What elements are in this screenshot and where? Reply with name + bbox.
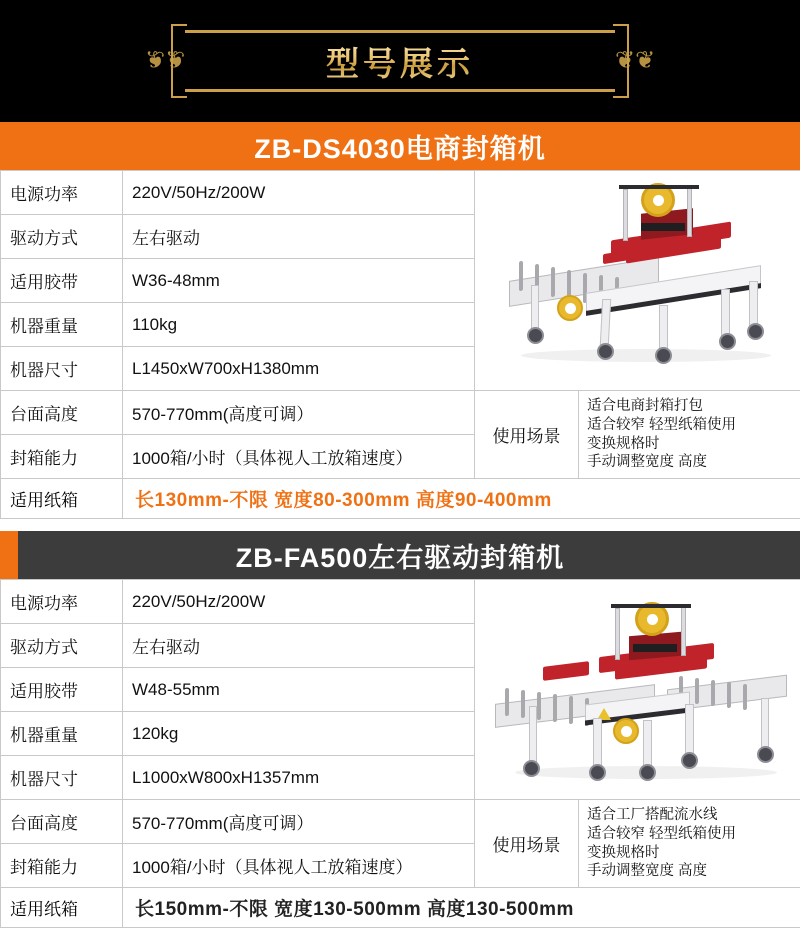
machine-illustration-icon (491, 181, 791, 366)
carton-value: 长150mm-不限 宽度130-500mm 高度130-500mm (123, 888, 800, 928)
spec-label: 封箱能力 (1, 435, 123, 479)
scene-description (579, 391, 800, 479)
spec-label: 驱动方式 (1, 624, 123, 668)
spec-value: 左右驱动 (123, 215, 475, 259)
carton-label: 适用纸箱 (1, 479, 123, 519)
scene-line: 适合电商封箱打包 (587, 398, 703, 415)
section-divider (0, 519, 800, 531)
carton-value: 长130mm-不限 宽度80-300mm 高度90-400mm (123, 479, 800, 519)
section-header-fa500 (0, 531, 800, 579)
spec-value: 570-770mm(高度可调） (123, 391, 475, 435)
carton-label: 适用纸箱 (1, 888, 123, 928)
spec-label: 机器重量 (1, 303, 123, 347)
spec-label: 适用胶带 (1, 259, 123, 303)
scene-line: 适合较窄 轻型纸箱使用 (587, 825, 737, 842)
spec-label: 适用胶带 (1, 668, 123, 712)
spec-value: 110kg (123, 303, 475, 347)
spec-value: L1000xW800xH1357mm (123, 756, 475, 800)
section-title: ZB-DS4030电商封箱机 (254, 133, 546, 164)
accent-bar (0, 531, 18, 579)
scene-line: 变换规格时 (587, 844, 660, 861)
scene-line: 变换规格时 (587, 435, 660, 452)
machine-photo-ds4030 (475, 171, 800, 391)
spec-label: 台面高度 (1, 391, 123, 435)
spec-value: 220V/50Hz/200W (123, 580, 475, 624)
spec-value: 左右驱动 (123, 624, 475, 668)
spec-value: W36-48mm (123, 259, 475, 303)
scene-line: 适合较窄 轻型纸箱使用 (587, 416, 737, 433)
spec-label: 封箱能力 (1, 844, 123, 888)
page-title: 型号展示 (312, 38, 488, 85)
scene-line: 手动调整宽度 高度 (587, 863, 708, 880)
section-header-ds4030 (0, 122, 800, 170)
spec-label: 机器尺寸 (1, 756, 123, 800)
spec-value: 1000箱/小时（具体视人工放箱速度） (123, 435, 475, 479)
ornament-right-icon: ❦❦ (615, 47, 656, 74)
spec-label: 电源功率 (1, 171, 123, 215)
scene-line: 适合工厂搭配流水线 (587, 807, 718, 824)
spec-label: 台面高度 (1, 800, 123, 844)
section-title: ZB-FA500左右驱动封箱机 (235, 542, 565, 573)
spec-label: 驱动方式 (1, 215, 123, 259)
spec-value: 1000箱/小时（具体视人工放箱速度） (123, 844, 475, 888)
page-banner (0, 0, 800, 122)
spec-table-fa500 (0, 579, 800, 928)
spec-label: 机器尺寸 (1, 347, 123, 391)
spec-value: W48-55mm (123, 668, 475, 712)
spec-value: 220V/50Hz/200W (123, 171, 475, 215)
scene-label: 使用场景 (475, 391, 579, 479)
scene-line: 手动调整宽度 高度 (587, 454, 708, 471)
spec-label: 电源功率 (1, 580, 123, 624)
spec-label: 机器重量 (1, 712, 123, 756)
spec-value: 570-770mm(高度可调） (123, 800, 475, 844)
scene-label: 使用场景 (475, 800, 579, 888)
banner-plate (185, 30, 615, 92)
spec-value: 120kg (123, 712, 475, 756)
section-zb-ds4030 (0, 122, 800, 519)
ornament-left-icon: ❦❦ (144, 47, 185, 74)
machine-photo-fa500 (475, 580, 800, 800)
section-zb-fa500 (0, 531, 800, 928)
spec-value: L1450xW700xH1380mm (123, 347, 475, 391)
scene-description (579, 800, 800, 888)
machine-illustration-icon (489, 594, 799, 784)
spec-table-ds4030 (0, 170, 800, 519)
